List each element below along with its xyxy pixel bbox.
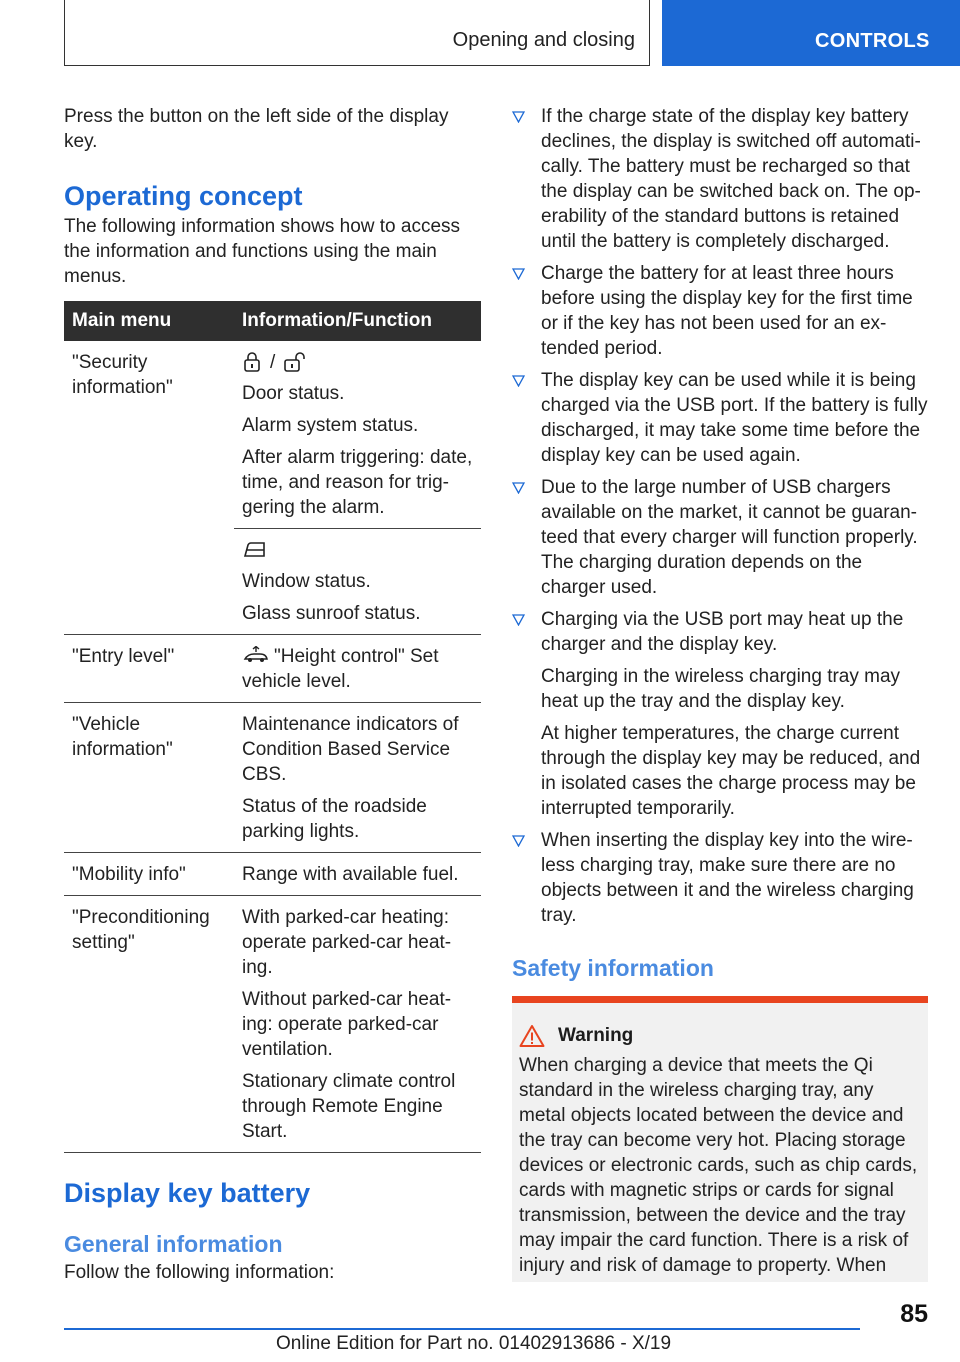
info-window xyxy=(234,529,481,635)
general-information-heading: General information xyxy=(64,1231,283,1257)
warning-box xyxy=(512,996,928,1282)
right-column xyxy=(512,104,928,982)
table-row xyxy=(64,529,481,635)
triangle-bullet-icon xyxy=(512,111,525,123)
menu-entry-level: "Entry level" xyxy=(64,635,234,703)
info-security xyxy=(234,341,481,529)
operating-concept-heading: Operating concept xyxy=(64,181,303,211)
safety-information-heading: Safety information xyxy=(512,955,714,981)
list-item: Due to the large number of USB chargers available on the market, it cannot be guaran-teed that every charger will function properly. The charging duration depends on the charger used. xyxy=(512,475,928,600)
menu-security: "Security information" xyxy=(72,352,173,398)
warning-triangle-icon xyxy=(519,1024,545,1048)
general-information-text: Follow the following information: xyxy=(64,1262,335,1283)
list-item: Charging via the USB port may heat up the charger and the display key. Charging in the wireless charging tray may heat up the tray and the display key. At higher temperatures, the charge current through the display key may be reduced, and in isolated cases the charge process may be interrupted temporarily. xyxy=(512,607,928,821)
warning-text: When charging a device that meets the Qi standard in the wireless charging tray, any metal objects located between the device and the tray can become very hot. Placing storage devices or electronic cards, such as chip cards, cards with magnetic strips or cards for signal transmission, between the device and the tray may impair the card function. There is a risk of injury and risk of damage to property. When xyxy=(519,1055,918,1276)
list-item: Charge the battery for at least three hours before using the display key for the first time or if the key has not been used for an ex-tended period. xyxy=(512,261,928,361)
list-item: When inserting the display key into the wire-less charging tray, make sure there are no objects between it and the wireless charging tray. xyxy=(512,828,928,928)
lock-icons xyxy=(242,350,473,374)
intro-text: Press the button on the left side of the display key. xyxy=(64,106,449,152)
operating-concept-text: The following information shows how to access the information and functions using the main menus. xyxy=(64,216,461,287)
footer-rule xyxy=(64,1328,860,1330)
battery-notes-list xyxy=(512,104,928,928)
precond-heating: With parked-car heating: operate parked-car heat-ing. xyxy=(242,907,452,978)
window-status: Window status. xyxy=(242,571,371,592)
triangle-bullet-icon xyxy=(512,482,525,494)
main-menu-table xyxy=(64,301,481,1153)
alarm-status: Alarm system status. xyxy=(242,415,419,436)
left-column xyxy=(64,104,481,1285)
window-icon xyxy=(242,540,268,560)
sunroof-status: Glass sunroof status. xyxy=(242,603,421,624)
precond-remote-start: Stationary climate control through Remote Engine Start. xyxy=(242,1071,456,1142)
header-section-tab xyxy=(64,0,650,66)
lock-closed-icon xyxy=(242,351,262,373)
header-section-title: Opening and closing xyxy=(452,29,635,51)
footer-edition: Online Edition for Part no. 01402913686 - X/19 xyxy=(276,1333,672,1354)
display-key-battery-heading: Display key battery xyxy=(64,1178,311,1208)
triangle-bullet-icon xyxy=(512,268,525,280)
col-header-information: Information/Function xyxy=(234,301,481,341)
parking-lights-status: Status of the roadside parking lights. xyxy=(242,796,427,842)
col-header-main-menu: Main menu xyxy=(64,301,234,341)
entry-level-text: "Height control" Set vehicle level. xyxy=(242,646,439,692)
table-row xyxy=(64,703,481,853)
precond-ventilation: Without parked-car heat-ing: operate parked-car ventilation. xyxy=(242,989,452,1060)
maintenance-indicators: Maintenance indicators of Condition Based Service CBS. xyxy=(242,714,459,785)
menu-preconditioning: "Preconditioning setting" xyxy=(64,896,234,1153)
table-row xyxy=(64,896,481,1153)
door-status: Door status. xyxy=(242,383,345,404)
triangle-bullet-icon xyxy=(512,375,525,387)
triangle-bullet-icon xyxy=(512,835,525,847)
menu-vehicle-info: "Vehicle information" xyxy=(64,703,234,853)
menu-mobility-info: "Mobility info" xyxy=(64,853,234,896)
vehicle-height-icon xyxy=(242,646,270,664)
header-chapter-title: CONTROLS xyxy=(815,30,930,52)
header-chapter-tab xyxy=(662,0,960,66)
table-row xyxy=(64,853,481,896)
list-item: The display key can be used while it is being charged via the USB port. If the battery is fully discharged, it may take some time before the display key can be used again. xyxy=(512,368,928,468)
icon-separator: / xyxy=(270,351,276,373)
triangle-bullet-icon xyxy=(512,614,525,626)
page-number: 85 xyxy=(900,1300,928,1328)
table-row xyxy=(64,341,481,529)
lock-open-icon xyxy=(283,351,311,373)
alarm-trigger-info: After alarm triggering: date, time, and reason for trig-gering the alarm. xyxy=(242,447,473,518)
table-row xyxy=(64,635,481,703)
mobility-text: Range with available fuel. xyxy=(234,853,481,896)
warning-label: Warning xyxy=(558,1025,634,1046)
list-item: If the charge state of the display key battery declines, the display is switched off automati-cally. The battery must be recharged so that the display can be switched back on. The op-erability of the standard buttons is retained until the battery is completely discharged. xyxy=(512,104,928,254)
